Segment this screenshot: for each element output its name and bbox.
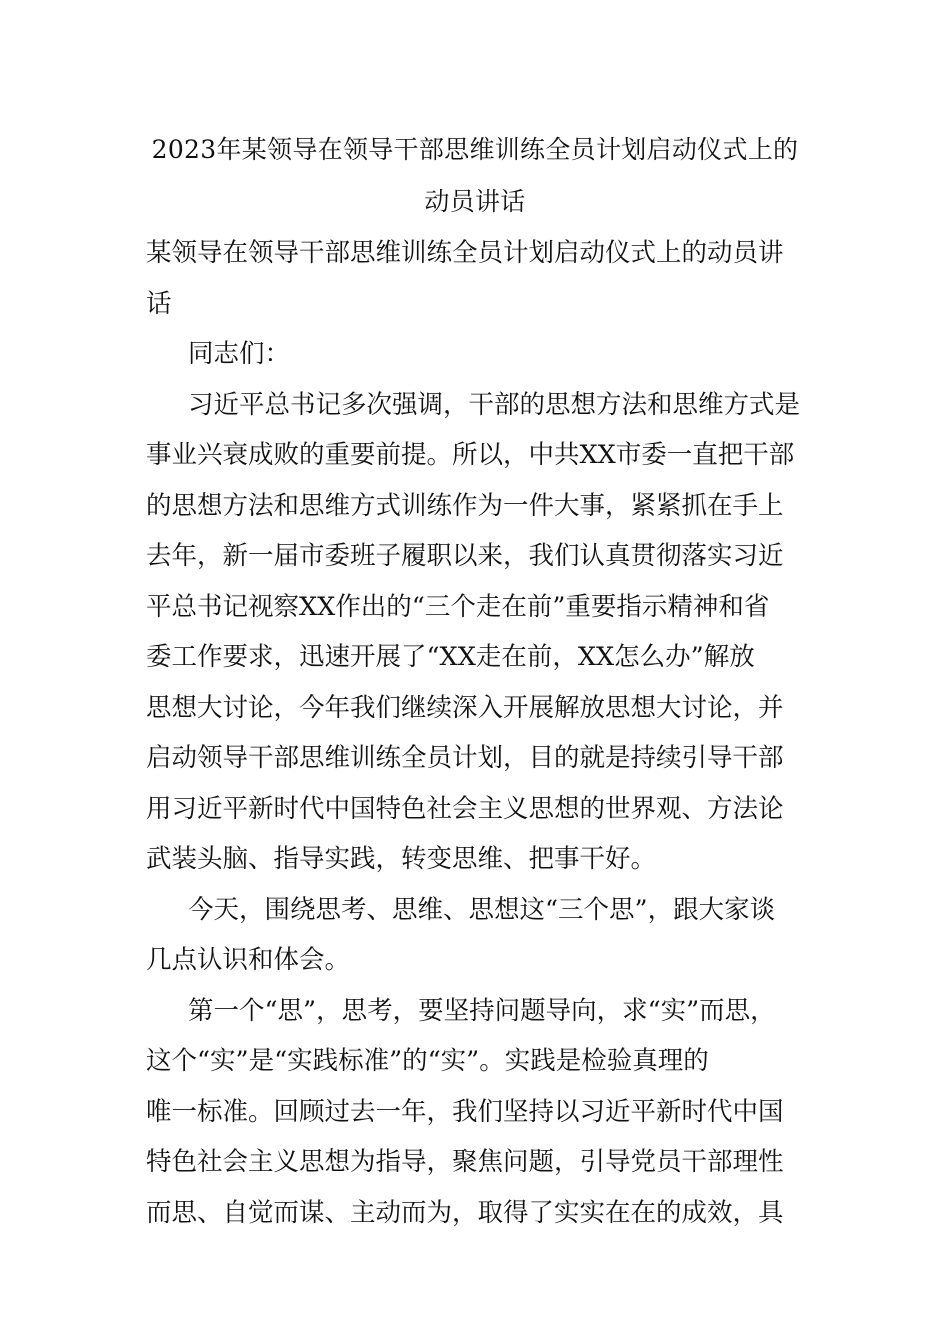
body-line: 同志们： [188, 339, 291, 369]
body-line: 唯一标准。回顾过去一年，我们坚持以习近平新时代中国 [146, 1096, 784, 1127]
document-title-line-2: 动员讲话 [424, 187, 526, 216]
body-line: 启动领导干部思维训练全员计划，目的就是持续引导干部 [146, 743, 784, 773]
body-line: 武装头脑、指导实践，转变思维、把事干好。 [146, 844, 657, 874]
body-line: 某领导在领导干部思维训练全员计划启动仪式上的动员讲 [146, 238, 784, 268]
body-line: 委工作要求，迅速开展了“XX走在前，XX怎么办”解放 [146, 642, 755, 672]
body-line: 用习近平新时代中国特色社会主义思想的世界观、方法论 [146, 793, 784, 824]
body-line: 的思想方法和思维方式训练作为一件大事，紧紧抓在手上 [146, 490, 784, 521]
body-line: 第一个“思”，思考，要坚持问题导向，求“实”而思， [188, 995, 776, 1026]
document-body [146, 228, 836, 1238]
body-line: 这个“实”是“实践标准”的“实”。实践是检验真理的 [146, 1046, 709, 1076]
body-line: 事业兴衰成败的重要前提。所以，中共XX市委一直把干部 [146, 440, 795, 470]
body-line: 思想大讨论，今年我们继续深入开展解放思想大讨论，并 [146, 692, 784, 723]
document-title-line-1: 2023年某领导在领导干部思维训练全员计划启动仪式上的 [151, 135, 799, 164]
body-line: 几点认识和体会。 [146, 945, 351, 975]
body-line: 今天，围绕思考、思维、思想这“三个思”，跟大家谈 [188, 894, 776, 925]
body-line: 而思、自觉而谋、主动而为，取得了实实在在的成效，具 [146, 1197, 784, 1228]
body-line: 平总书记视察XX作出的“三个走在前”重要指示精神和省 [146, 591, 770, 622]
body-line: 去年，新一届市委班子履职以来，我们认真贯彻落实习近 [146, 541, 784, 571]
body-line: 特色社会主义思想为指导，聚焦问题，引导党员干部理性 [146, 1147, 784, 1177]
body-line: 话 [146, 288, 172, 319]
body-line: 习近平总书记多次强调，干部的思想方法和思维方式是 [188, 389, 801, 420]
